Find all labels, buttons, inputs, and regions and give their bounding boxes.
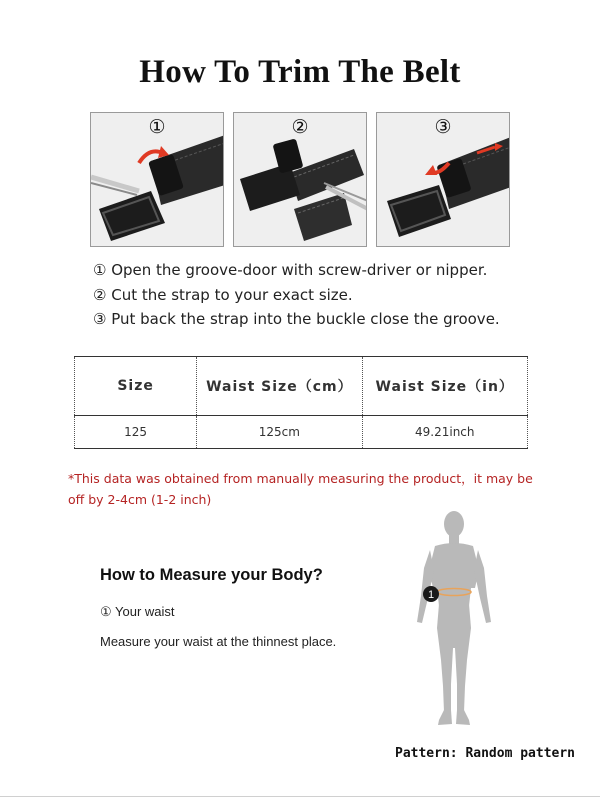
waist-in-cell: 49.21inch xyxy=(362,416,528,449)
step-number-2: ② xyxy=(291,116,309,138)
measure-item-waist: ① Your waist xyxy=(100,604,175,619)
trim-instructions xyxy=(93,258,553,332)
trim-steps-illustration xyxy=(90,112,516,249)
step-number-1: ① xyxy=(148,116,166,138)
step-panel-1 xyxy=(90,112,224,247)
step-panel-2 xyxy=(233,112,367,247)
table-row xyxy=(75,416,528,449)
instruction-step-3: ③ Put back the strap into the buckle close the groove. xyxy=(93,310,500,328)
size-cell: 125 xyxy=(75,416,197,449)
measure-body-heading: How to Measure your Body? xyxy=(100,566,323,584)
size-table xyxy=(74,356,528,449)
pattern-label: Pattern: Random pattern xyxy=(395,746,576,761)
step-number-3: ③ xyxy=(434,116,452,138)
page-title: How To Trim The Belt xyxy=(139,54,461,90)
waist-cm-column-header: Waist Size（cm） xyxy=(197,357,362,416)
bottom-divider xyxy=(0,796,600,797)
measurement-disclaimer: *This data was obtained from manually measuring the product，it may be off by 2-4cm (1-2 inch) xyxy=(68,471,533,507)
waist-cm-cell: 125cm xyxy=(197,416,362,449)
body-figure-icon xyxy=(405,508,495,738)
measure-description: Measure your waist at the thinnest place. xyxy=(100,634,337,649)
size-column-header: Size xyxy=(75,357,197,416)
size-table-header-row xyxy=(75,357,528,416)
step-panel-3 xyxy=(376,112,510,247)
instruction-step-1: ① Open the groove-door with screw-driver or nipper. xyxy=(93,261,488,279)
instruction-step-2: ② Cut the strap to your exact size. xyxy=(93,285,353,304)
waist-marker-label: 1 xyxy=(427,589,435,601)
waist-in-column-header: Waist Size（in） xyxy=(362,357,528,416)
